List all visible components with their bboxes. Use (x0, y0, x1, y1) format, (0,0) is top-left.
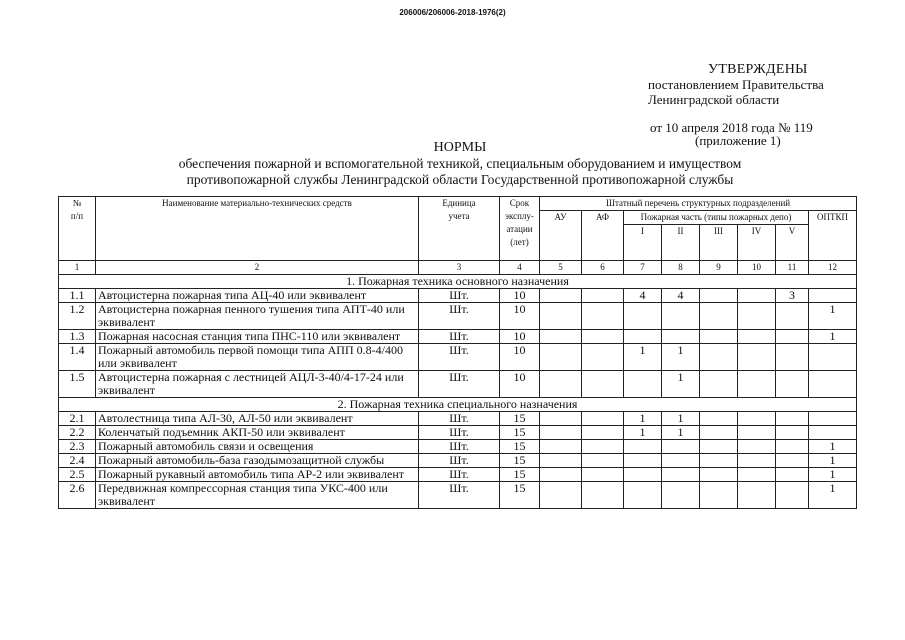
table-body (59, 197, 857, 509)
cell-t4 (738, 482, 776, 509)
cell-t1: 1 (624, 426, 662, 440)
column-number: 11 (776, 261, 809, 275)
cell-t2 (662, 330, 700, 344)
cell-num: 2.2 (59, 426, 96, 440)
cell-t5: 3 (776, 289, 809, 303)
cell-t3 (700, 371, 738, 398)
cell-t3 (700, 468, 738, 482)
section-row (59, 398, 857, 412)
cell-t1 (624, 303, 662, 330)
cell-term: 15 (500, 426, 540, 440)
cell-t2 (662, 440, 700, 454)
approval-block (648, 62, 858, 146)
cell-name: Коленчатый подъемник АКП-50 или эквивалент (96, 426, 419, 440)
section-title: 1. Пожарная техника основного назначения (59, 275, 857, 289)
cell-num: 2.3 (59, 440, 96, 454)
cell-unit: Шт. (419, 440, 500, 454)
cell-num: 2.5 (59, 468, 96, 482)
header-type-3: III (700, 225, 738, 261)
heading-line-2: противопожарной службы Ленинградской области Государственной противопожарной службы (186, 172, 734, 187)
cell-t1 (624, 454, 662, 468)
cell-name: Передвижная компрессорная станция типа УКС-400 или эквивалент (96, 482, 419, 509)
document-heading (120, 140, 800, 188)
approval-appendix: (приложение 1) (695, 133, 781, 148)
column-numbers-row (59, 261, 857, 275)
cell-unit: Шт. (419, 412, 500, 426)
cell-t5 (776, 330, 809, 344)
cell-num: 1.2 (59, 303, 96, 330)
cell-t5 (776, 482, 809, 509)
cell-t1 (624, 482, 662, 509)
cell-au (540, 371, 582, 398)
cell-t1: 1 (624, 412, 662, 426)
table-row (59, 468, 857, 482)
table-row (59, 454, 857, 468)
header-type-4: IV (738, 225, 776, 261)
cell-optkp (809, 344, 857, 371)
approval-date: от 10 апреля 2018 года № 119 (650, 120, 813, 135)
cell-t4 (738, 303, 776, 330)
table-row (59, 412, 857, 426)
heading-line-1: обеспечения пожарной и вспомогательной техникой, специальным оборудованием и имуществом (178, 156, 742, 171)
column-number: 1 (59, 261, 96, 275)
cell-num: 1.5 (59, 371, 96, 398)
cell-t4 (738, 371, 776, 398)
norms-table (58, 196, 857, 509)
table-row (59, 426, 857, 440)
cell-unit: Шт. (419, 303, 500, 330)
cell-t2 (662, 482, 700, 509)
column-number: 9 (700, 261, 738, 275)
cell-unit: Шт. (419, 426, 500, 440)
cell-t3 (700, 426, 738, 440)
cell-optkp (809, 412, 857, 426)
cell-name: Автолестница типа АЛ-30, АЛ-50 или эквивалент (96, 412, 419, 426)
cell-t1: 1 (624, 344, 662, 371)
cell-t4 (738, 289, 776, 303)
cell-name: Автоцистерна пожарная с лестницей АЦЛ-3-40/4-17-24 или эквивалент (96, 371, 419, 398)
cell-optkp: 1 (809, 468, 857, 482)
cell-af (582, 289, 624, 303)
cell-t2: 1 (662, 371, 700, 398)
cell-num: 2.1 (59, 412, 96, 426)
cell-t5 (776, 303, 809, 330)
cell-num: 1.1 (59, 289, 96, 303)
cell-unit: Шт. (419, 344, 500, 371)
cell-term: 10 (500, 344, 540, 371)
cell-t3 (700, 344, 738, 371)
cell-af (582, 468, 624, 482)
table-row (59, 330, 857, 344)
header-optkp: ОПТКП (809, 211, 857, 261)
cell-au (540, 330, 582, 344)
cell-t3 (700, 330, 738, 344)
cell-t5 (776, 371, 809, 398)
cell-term: 10 (500, 371, 540, 398)
cell-t2 (662, 468, 700, 482)
cell-t1 (624, 330, 662, 344)
cell-term: 10 (500, 303, 540, 330)
cell-term: 10 (500, 330, 540, 344)
cell-optkp: 1 (809, 482, 857, 509)
header-num: № п/п (59, 197, 96, 261)
cell-term: 15 (500, 454, 540, 468)
cell-au (540, 412, 582, 426)
column-number: 2 (96, 261, 419, 275)
cell-af (582, 344, 624, 371)
cell-t4 (738, 344, 776, 371)
cell-unit: Шт. (419, 454, 500, 468)
cell-name: Пожарный рукавный автомобиль типа АР-2 или эквивалент (96, 468, 419, 482)
cell-t4 (738, 412, 776, 426)
cell-t1 (624, 371, 662, 398)
column-number: 10 (738, 261, 776, 275)
cell-af (582, 412, 624, 426)
cell-au (540, 289, 582, 303)
cell-term: 15 (500, 440, 540, 454)
cell-term: 15 (500, 412, 540, 426)
table-row (59, 303, 857, 330)
header-name: Наименование материально-технических средств (96, 197, 419, 261)
cell-optkp (809, 426, 857, 440)
cell-name: Автоцистерна пожарная пенного тушения типа АПТ-40 или эквивалент (96, 303, 419, 330)
cell-name: Пожарный автомобиль связи и освещения (96, 440, 419, 454)
cell-term: 10 (500, 289, 540, 303)
cell-optkp: 1 (809, 303, 857, 330)
cell-af (582, 330, 624, 344)
column-number: 5 (540, 261, 582, 275)
cell-au (540, 454, 582, 468)
table-row (59, 371, 857, 398)
cell-t4 (738, 330, 776, 344)
cell-unit: Шт. (419, 482, 500, 509)
cell-name: Пожарный автомобиль первой помощи типа АПП 0.8-4/400 или эквивалент (96, 344, 419, 371)
cell-t4 (738, 426, 776, 440)
document-id: 206006/206006-2018-1976(2) (399, 8, 506, 17)
cell-t5 (776, 426, 809, 440)
cell-unit: Шт. (419, 468, 500, 482)
cell-au (540, 482, 582, 509)
cell-t3 (700, 454, 738, 468)
cell-t1 (624, 440, 662, 454)
column-number: 12 (809, 261, 857, 275)
cell-name: Пожарная насосная станция типа ПНС-110 или эквивалент (96, 330, 419, 344)
cell-t2: 4 (662, 289, 700, 303)
cell-num: 2.4 (59, 454, 96, 468)
cell-af (582, 371, 624, 398)
cell-t5 (776, 412, 809, 426)
cell-t5 (776, 468, 809, 482)
cell-au (540, 426, 582, 440)
cell-t1: 4 (624, 289, 662, 303)
table-row (59, 344, 857, 371)
cell-t5 (776, 454, 809, 468)
cell-t4 (738, 440, 776, 454)
cell-t4 (738, 468, 776, 482)
table-row (59, 440, 857, 454)
header-type-5: V (776, 225, 809, 261)
cell-unit: Шт. (419, 330, 500, 344)
table-row (59, 482, 857, 509)
column-number: 3 (419, 261, 500, 275)
cell-name: Пожарный автомобиль-база газодымозащитной службы (96, 454, 419, 468)
cell-t5 (776, 440, 809, 454)
header-row-1 (59, 197, 857, 211)
cell-af (582, 440, 624, 454)
cell-af (582, 426, 624, 440)
cell-optkp (809, 371, 857, 398)
cell-num: 1.4 (59, 344, 96, 371)
cell-t2: 1 (662, 412, 700, 426)
section-title: 2. Пожарная техника специального назначения (59, 398, 857, 412)
cell-af (582, 454, 624, 468)
cell-t5 (776, 344, 809, 371)
cell-t3 (700, 289, 738, 303)
header-unit: Единица учета (419, 197, 500, 261)
cell-optkp: 1 (809, 454, 857, 468)
column-number: 6 (582, 261, 624, 275)
cell-num: 2.6 (59, 482, 96, 509)
cell-t3 (700, 412, 738, 426)
cell-au (540, 303, 582, 330)
cell-optkp (809, 289, 857, 303)
cell-t3 (700, 440, 738, 454)
cell-unit: Шт. (419, 289, 500, 303)
cell-term: 15 (500, 482, 540, 509)
cell-au (540, 468, 582, 482)
cell-name: Автоцистерна пожарная типа АЦ-40 или эквивалент (96, 289, 419, 303)
cell-au (540, 440, 582, 454)
approval-line-2: Ленинградской области (648, 92, 780, 107)
cell-term: 15 (500, 468, 540, 482)
cell-af (582, 482, 624, 509)
header-type-1: I (624, 225, 662, 261)
cell-t1 (624, 468, 662, 482)
header-au: АУ (540, 211, 582, 261)
cell-t3 (700, 303, 738, 330)
approval-line-1: постановлением Правительства (648, 77, 824, 92)
cell-optkp: 1 (809, 330, 857, 344)
cell-af (582, 303, 624, 330)
approval-title: УТВЕРЖДЕНЫ (708, 62, 808, 77)
header-type-2: II (662, 225, 700, 261)
header-term: Срок эксплу- атации (лет) (500, 197, 540, 261)
column-number: 8 (662, 261, 700, 275)
cell-t2 (662, 454, 700, 468)
cell-t2: 1 (662, 426, 700, 440)
cell-t3 (700, 482, 738, 509)
column-number: 7 (624, 261, 662, 275)
column-number: 4 (500, 261, 540, 275)
header-af: АФ (582, 211, 624, 261)
cell-t2: 1 (662, 344, 700, 371)
cell-optkp: 1 (809, 440, 857, 454)
header-fire-part: Пожарная часть (типы пожарных депо) (624, 211, 809, 225)
cell-au (540, 344, 582, 371)
cell-num: 1.3 (59, 330, 96, 344)
cell-unit: Шт. (419, 371, 500, 398)
section-row (59, 275, 857, 289)
cell-t2 (662, 303, 700, 330)
heading-title: НОРМЫ (433, 140, 487, 155)
cell-t4 (738, 454, 776, 468)
table-row (59, 289, 857, 303)
header-staff: Штатный перечень структурных подразделений (540, 197, 857, 211)
